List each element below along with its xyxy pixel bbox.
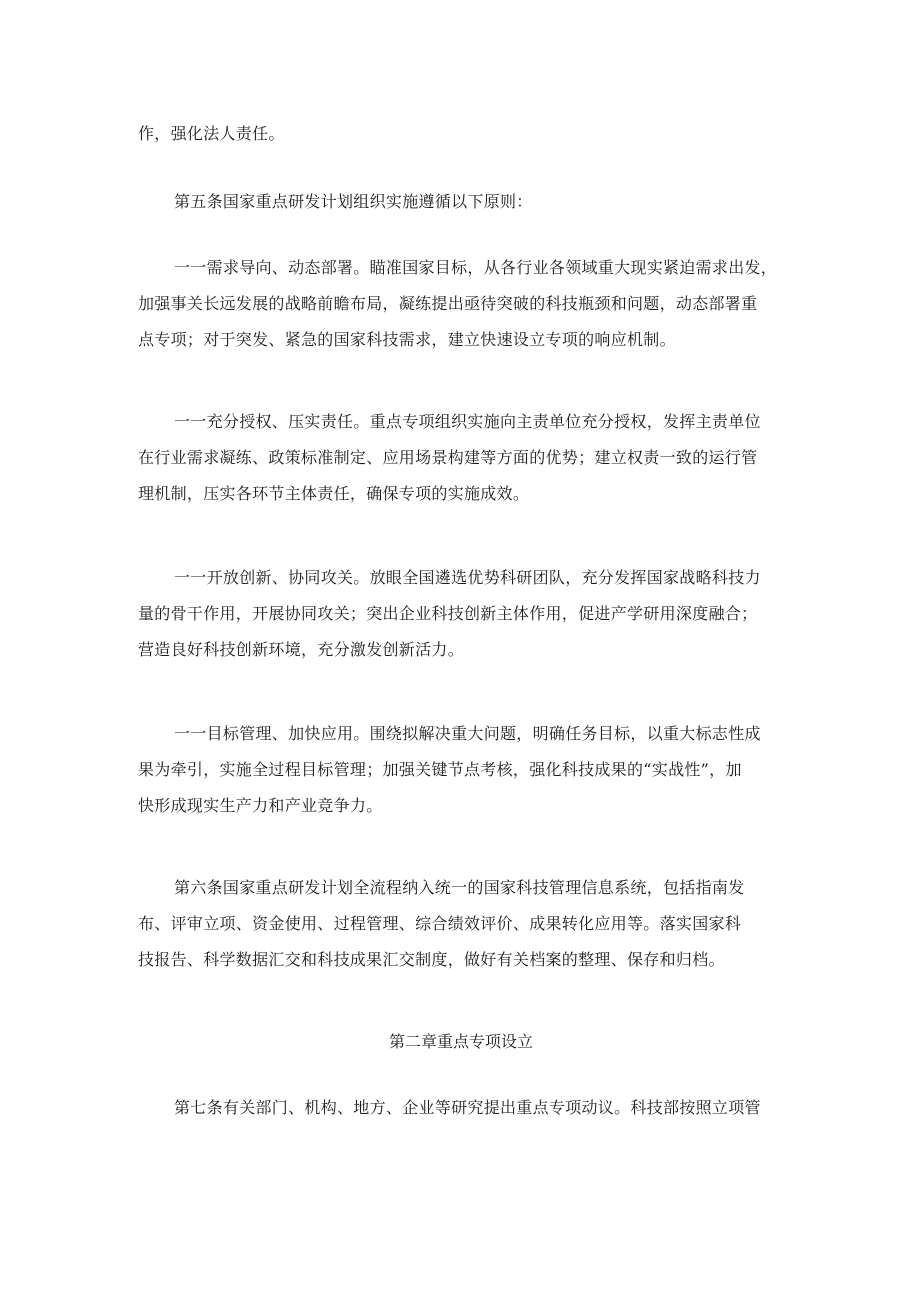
text-line: 量的骨干作用，开展协同攻关；突出企业科技创新主体作用，促进产学研用深度融合； [138,604,758,623]
text-line: 布、评审立项、资金使用、过程管理、综合绩效评价、成果转化应用等。落实国家科 [138,914,742,933]
article-5-heading [138,184,784,220]
article-6 [138,870,784,978]
chapter-2-heading [138,1024,784,1060]
text-line: 一一需求导向、动态部署。瞄准国家目标，从各行业各领域重大现实紧迫需求出发， [174,258,778,277]
text-line: 技报告、科学数据汇交和科技成果汇交制度，做好有关档案的整理、保存和归档。 [138,950,725,969]
principle-target-management [138,716,784,824]
text-line: 果为牵引，实施全过程目标管理；加强关键节点考核，强化科技成果的“实战性”，加 [138,760,742,779]
principle-open-innovation [138,560,784,668]
text-line: 一一开放创新、协同攻关。放眼全国遴选优势科研团队，充分发挥国家战略科技力 [174,568,761,587]
text-line: 第七条有关部门、机构、地方、企业等研究提出重点专项动议。科技部按照立项管 [174,1098,761,1117]
text-line: 第五条国家重点研发计划组织实施遵循以下原则： [174,192,533,211]
chapter-title: 第二章重点专项设立 [388,1032,533,1051]
principle-demand-oriented [138,250,784,358]
text-line: 理机制，压实各环节主体责任，确保专项的实施成效。 [138,484,530,503]
text-line: 营造良好科技创新环境，充分激发创新活力。 [138,640,465,659]
paragraph-continuation [138,116,784,152]
text-line: 第六条国家重点研发计划全流程纳入统一的国家科技管理信息系统，包括指南发 [174,878,745,897]
text-line: 在行业需求凝练、政策标准制定、应用场景构建等方面的优势；建立权责一致的运行管 [138,448,758,467]
principle-authorization [138,404,784,512]
text-line: 一一充分授权、压实责任。重点专项组织实施向主责单位充分授权，发挥主责单位 [174,412,761,431]
text-line: 快形成现实生产力和产业竞争力。 [138,796,383,815]
text-line: 作，强化法人责任。 [138,124,285,143]
text-line: 点专项；对于突发、紧急的国家科技需求，建立快速设立专项的响应机制。 [138,330,676,349]
text-line: 一一目标管理、加快应用。围绕拟解决重大问题，明确任务目标，以重大标志性成 [174,724,761,743]
article-7 [138,1090,784,1126]
text-line: 加强事关长远发展的战略前瞻布局，凝练提出亟待突破的科技瓶颈和问题，动态部署重 [138,294,758,313]
